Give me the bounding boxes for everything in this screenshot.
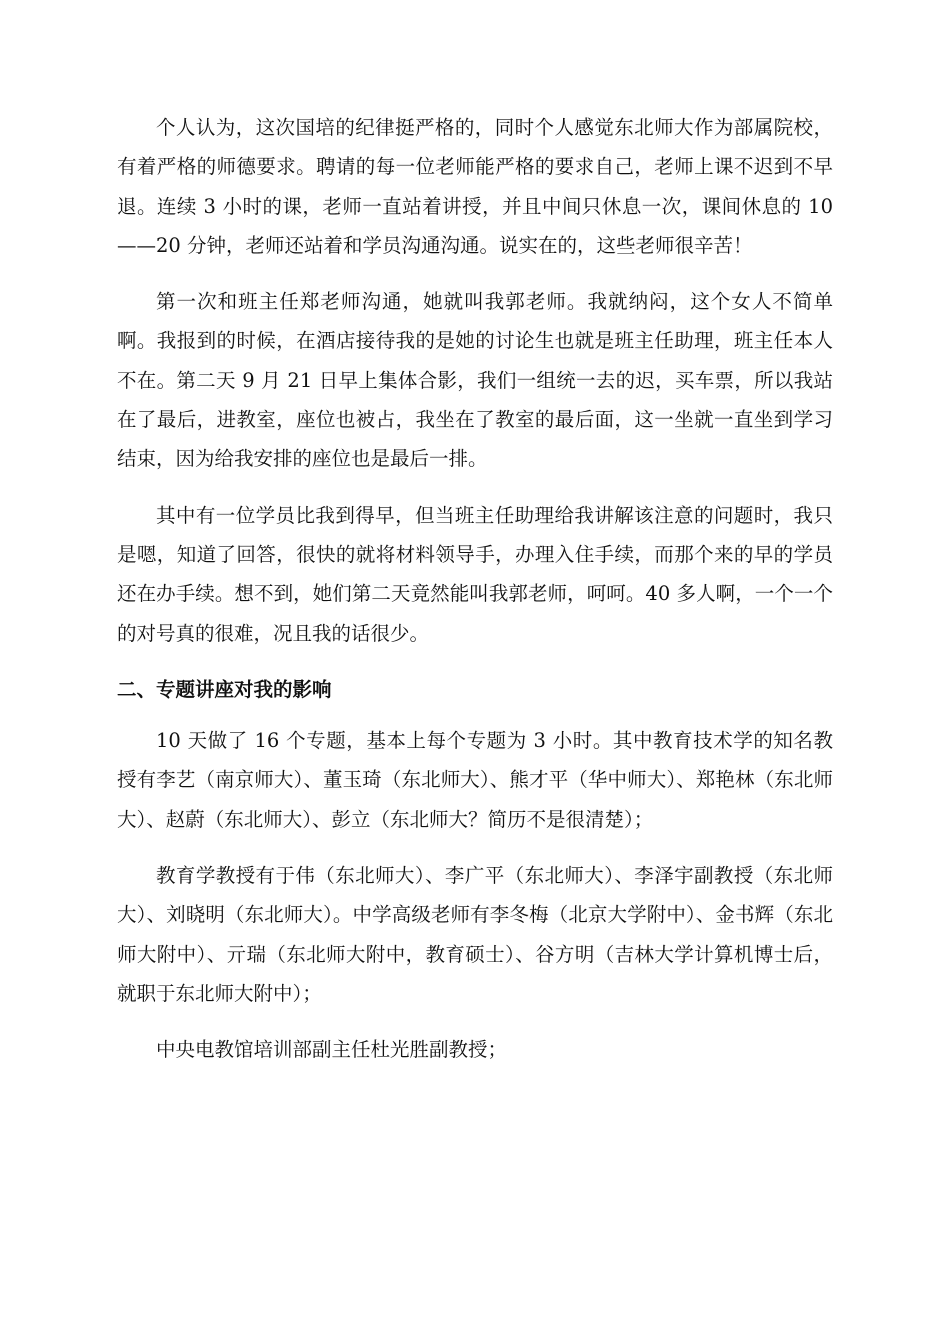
section-heading: 二、专题讲座对我的影响 xyxy=(117,677,332,701)
paragraph-professors: 教育学教授有于伟（东北师大）、李广平（东北师大）、李泽宇副教授（东北师大）、刘晓明（东北师大）。中学高级老师有李冬梅（北京大学附中）、金书辉（东北师大附中）、亓瑞（东北师大附中，教育硕士）、谷方明（吉林大学计算机博士后，就职于东北师大附中）； xyxy=(117,864,833,1005)
document-body xyxy=(117,108,833,1087)
paragraph-head-teacher: 第一次和班主任郑老师沟通，她就叫我郭老师。我就纳闷，这个女人不简单啊。我报到的时候，在酒店接待我的是她的讨论生也就是班主任助理，班主任本人不在。第二天 9 月 21 日早上集体合影，我们一组统一去的迟，买车票，所以我站在了最后，进教室，座位也被占，我坐在了教室的最后面，这一坐就一直坐到学习结束，因为给我安排的座位也是最后一排。 xyxy=(117,290,833,471)
paragraph-discipline: 个人认为，这次国培的纪律挺严格的，同时个人感觉东北师大作为部属院校，有着严格的师德要求。聘请的每一位老师能严格的要求自己，老师上课不迟到不早退。连续 3 小时的课，老师一直站着讲授，并且中间只休息一次，课间休息的 10——20 分钟，老师还站着和学员沟通沟通。说实在的，这些老师很辛苦！ xyxy=(117,116,833,257)
paragraph-early-student: 其中有一位学员比我到得早，但当班主任助理给我讲解该注意的问题时，我只是嗯，知道了回答，很快的就将材料领导手，办理入住手续，而那个来的早的学员还在办手续。想不到，她们第二天竟然能叫我郭老师，呵呵。40 多人啊，一个一个的对号真的很难，况且我的话很少。 xyxy=(117,503,833,645)
paragraph-central-office: 中央电教馆培训部副主任杜光胜副教授； xyxy=(156,1038,508,1062)
paragraph-lectures: 10 天做了 16 个专题，基本上每个专题为 3 小时。其中教育技术学的知名教授有李艺（南京师大）、董玉琦（东北师大）、熊才平（华中师大）、郑艳林（东北师大）、赵蔚（东北师大）、彭立（东北师大？简历不是很清楚）； xyxy=(117,729,833,831)
